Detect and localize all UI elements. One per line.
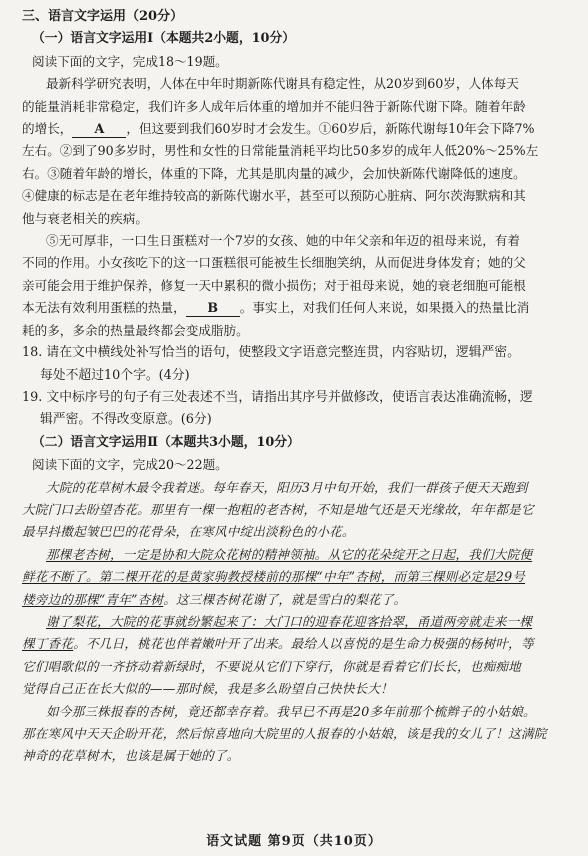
part2-title: （二）语言文字运用Ⅱ（本题共3小题，10分） [32, 434, 300, 450]
text-run: 亲可能会用于维护保养，修复一天中累积的微小损伤；对于祖母来说，她的衰老细胞可能根 [22, 277, 526, 293]
answer-blank: A [72, 121, 126, 138]
text-run: 左右。②到了90多岁时，男性和女性的日常能量消耗平均比50多岁的成年人低20%～25%左 [22, 143, 539, 159]
text-run: 不同的作用。小女孩吃下的这一口蛋糕很可能被生长细胞笑纳，从而促进身体发育；她的父 [22, 255, 526, 271]
question-18-line2: 每处不超过10个字。(4分) [40, 367, 190, 383]
text-run: 如今那三株报春的杏树，竟还都幸存着。我早已不再是20多年前那个梳辫子的小姑娘。 [46, 703, 536, 719]
part1-line [22, 297, 572, 319]
part1-line [22, 73, 572, 95]
part2-line [22, 678, 572, 700]
part1-line [22, 163, 572, 185]
part2-passage [22, 477, 572, 768]
part2-line [22, 589, 572, 611]
part1-line [22, 118, 572, 140]
text-run: 大院门口去盼望杏花。那里有一棵一抱粗的老杏树，不知是地气还是天光缘故，年年都是它 [22, 501, 534, 517]
text-run: 大院的花草树木最令我着迷。每年春天，阳历3月中旬开始，我们一群孩子便天天跑到 [46, 479, 528, 495]
text-run: 神奇的花草树木，也该是属于她的了。 [22, 748, 240, 764]
part1-line [22, 252, 572, 274]
question-18-line1: 18. 请在文中横线处补写恰当的语句，使整段文字语意完整连贯，内容贴切，逻辑严密。 [22, 345, 520, 361]
part2-line [22, 521, 572, 543]
part2-line [22, 544, 572, 566]
text-run: 那在寒风中天天企盼开花，然后惊喜地向大院里的人报春的小姑娘，该是我的女儿了！这满院 [22, 726, 547, 741]
text-run: ④健康的标志是在老年维持较高的新陈代谢水平，甚至可以预防心脏病、阿尔茨海默病和其 [22, 188, 526, 204]
answer-blank: B [186, 300, 240, 317]
text-run: 他与衰老相关的疾病。 [22, 210, 148, 226]
part1-line [22, 230, 572, 252]
text-run: 的增长， [22, 121, 73, 137]
part2-line [22, 633, 572, 655]
part2-line [22, 656, 572, 678]
question-19-line2: 辑严密。不得改变原意。(6分) [40, 412, 212, 428]
part2-line [22, 611, 572, 633]
text-run: 耗的多，多余的热量最终都会变成脂肪。 [22, 322, 249, 338]
text-run: 最早抖擞起皱巴巴的花骨朵，在寒风中绽出淡粉色的小花。 [22, 524, 355, 540]
text-run: ⑤无可厚非，一口生日蛋糕对一个7岁的女孩、她的中年父亲和年迈的祖母来说，有着 [46, 233, 520, 249]
text-run: 右。③随着年龄的增长，体重的下降，尤其是肌肉量的减少，会加快新陈代谢降低的速度。 [22, 165, 526, 181]
part1-line [22, 96, 572, 118]
page-footer: 语文试题 第9页（共10页） [206, 834, 382, 849]
question-19-line1: 19. 文中标序号的句子有三处表述不当，请指出其序号并做修改，使语言表达准确流畅，逻 [22, 389, 533, 405]
part2-line [22, 723, 572, 745]
text-run: 本无法有效利用蛋糕的热量， [22, 300, 186, 316]
text-run: 。不几日，桃花也伴着嫩叶开了出来。最给人以喜悦的是生命力极强的杨树叶，等 [73, 636, 534, 652]
text-run: 最新科学研究表明，人体在中年时期新陈代谢具有稳定性，从20岁到60岁，人体每天 [46, 76, 519, 92]
text-run: 的能量消耗非常稳定，我们许多人成年后体重的增加并不能归咎于新陈代谢下降。随着年龄 [22, 98, 526, 114]
part2-line [22, 499, 572, 521]
underlined-text: 谢了梨花，大院的花事就纷繁起来了：大门口的迎春花迎客拾翠，甬道两旁就走来一棵 [46, 613, 533, 629]
part1-line [22, 275, 572, 297]
underlined-text: 鲜花不断了。第二棵开花的是黄家驹教授楼前的那棵“中年”杏树，而第三棵则必定是29号 [22, 569, 526, 585]
text-run: 觉得自己正在长大似的——那时候，我是多么盼望自己快快长大！ [22, 681, 394, 697]
part2-instruction: 阅读下面的文字，完成20～22题。 [32, 457, 228, 473]
part1-passage [22, 73, 572, 342]
underlined-text: 棵丁香花 [22, 636, 74, 652]
part2-line [22, 745, 572, 767]
part1-line [22, 185, 572, 207]
underlined-text: 楼旁边的那棵“青年”杏树 [22, 591, 164, 607]
part2-line [22, 477, 572, 499]
underlined-text: 那棵老杏树，一定是协和大院众花树的精神领袖。从它的花朵绽开之日起，我们大院便 [46, 546, 533, 562]
text-run: 。这三棵杏树花谢了，就是雪白的梨花了。 [163, 591, 407, 607]
part1-line [22, 320, 572, 342]
text-run: ，但这要到我们60岁时才会发生。①60岁后，新陈代谢每10年会下降7% [126, 121, 535, 137]
part1-title: （一）语言文字运用Ⅰ（本题共2小题，10分） [32, 31, 296, 47]
text-run: 。事实上，对我们任何人来说，如果摄入的热量比消 [239, 300, 530, 316]
text-run: 它们唱歌似的一齐挤动着新绿时，不要说从它们下穿行，你就是看着它们长长，也痴痴地 [22, 658, 521, 674]
part2-line [22, 566, 572, 588]
part1-instruction: 阅读下面的文字，完成18～19题。 [32, 53, 228, 69]
section-title: 三、语言文字运用（20分） [22, 9, 184, 24]
part2-line [22, 701, 572, 723]
part1-line [22, 208, 572, 230]
part1-line [22, 140, 572, 162]
